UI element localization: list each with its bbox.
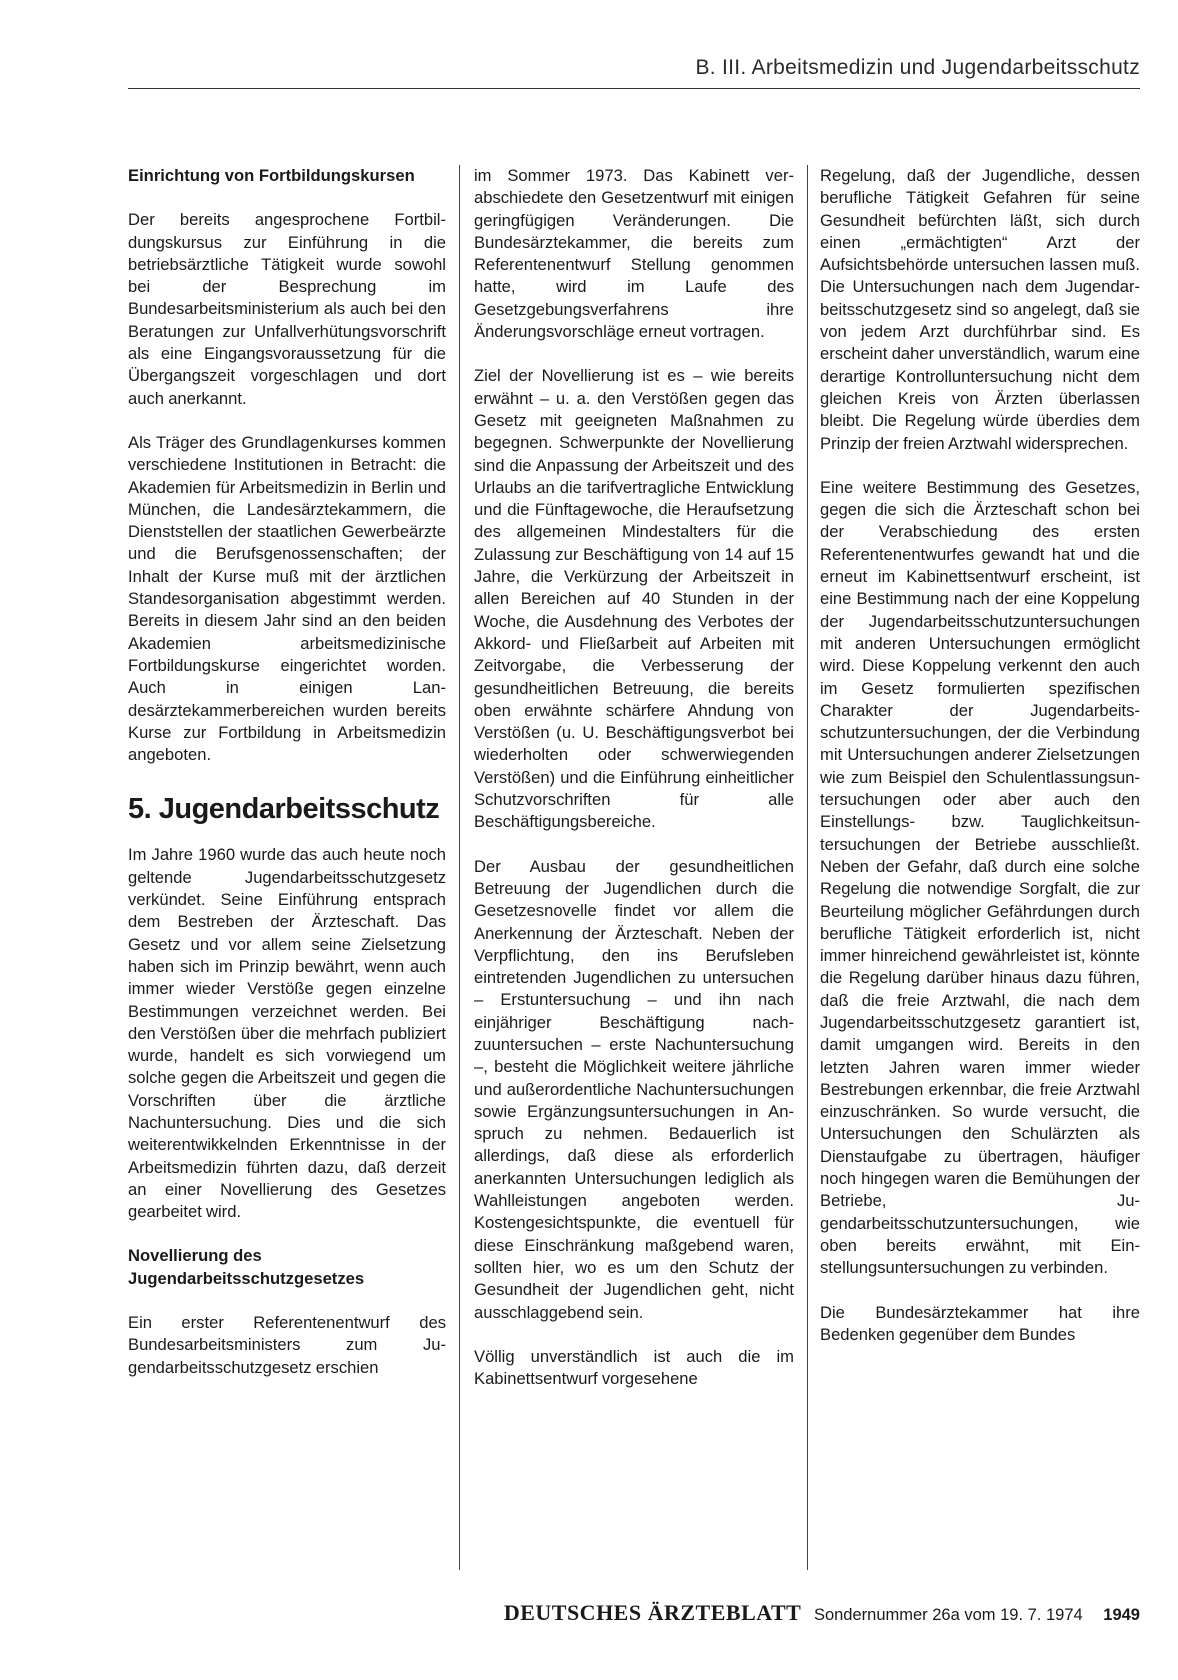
issue-info: Sondernummer 26a vom 19. 7. 1974	[813, 1606, 1083, 1624]
paragraph: Als Träger des Grundlagenkurses kommen verschiedene Institutionen in Betracht: die Akademien für Arbeitsmedizin in Berlin und München, die Landesärztekammern, die Dienststellen der staatlichen Gewerbeärzte und die Berufsgenossenschaften; der Inhalt der Kurse muß mit der ärztlichen Standesorganisation abgestimmt werden. Bereits in diesem Jahr sind an den beiden Akademien arbeitsmedizinische Fortbildungskurse eingerichtet worden. Auch in einigen Landesärztekammerbereichen wurden bereits Kurse zur Fortbildung in Arbeitsmedizin angeboten.	[128, 432, 446, 765]
paragraph: Eine weitere Bestimmung des Gesetzes, gegen die sich die Ärzteschaft schon bei der Verabschiedung des ersten Referentenentwurfes gewandt hat und die erneut im Kabinettsentwurf erscheint, ist eine Bestimmung nach der eine Koppelung der Jugendarbeitsschutzuntersuchungen mit anderen Untersuchungen ermöglicht wird. Diese Koppelung verkennt den auch im Gesetz formulierten spezifischen Charakter der Jugendarbeitsschutzuntersuchungen, der die Verbindung mit Untersuchungen anderer Zielsetzungen wie zum Beispiel den Schulentlassungsuntersuchungen oder aber auch den Einstellungs- bzw. Tauglichkeitsuntersuchungen der Betriebe ausschließt. Neben der Gefahr, daß durch eine solche Regelung die notwendige Sorgfalt, die zur Beurteilung möglicher Gefährdungen durch berufliche Tätigkeit erforderlich ist, nicht immer hinreichend gewährleistet ist, könnte die Regelung darüber hinaus dazu führen, daß die freie Arztwahl, die nach dem Jugendarbeitsschutzgesetz garantiert ist, damit umgangen wird. Bereits in den letzten Jahren waren immer wieder Bestrebungen erkennbar, die freie Arztwahl einzuschränken. So wurde versucht, die Untersuchungen den Schulärzten als Dienstaufgabe zu übertragen, häufiger noch hingegen waren die Bemühungen der Betriebe, Jugendarbeitsschutzuntersuchungen, wie oben bereits erwähnt, mit Einstellungsuntersuchungen zu verbinden.	[820, 477, 1140, 1278]
paragraph: Der Ausbau der gesundheitlichen Betreuung der Jugendlichen durch die Gesetzesnovelle findet vor allem die Anerkennung der Ärzteschaft. Neben der Verpflichtung, den ins Berufsleben eintretenden Jugendlichen zu untersuchen – Erstuntersuchung – und ihn nach einjähriger Beschäftigung nachzuuntersuchen – erste Nachuntersuchung –, besteht die Möglichkeit weitere jährliche und außerordentliche Nachuntersuchungen sowie Ergänzungsuntersuchungen in Anspruch zu nehmen. Bedauerlich ist allerdings, daß diese als erforderlich anerkannten Untersuchungen lediglich als Wahlleistungen angeboten werden. Kostengesichtspunkte, die eventuell für diese Einschränkung maßgebend waren, sollten hier, wo es um den Schutz der Gesundheit der Jugendlichen geht, nicht ausschlaggebend sein.	[474, 856, 794, 1322]
column-1	[128, 165, 446, 1379]
paragraph: Ziel der Novellierung ist es – wie bereits erwähnt – u. a. den Verstößen gegen das Gesetz mit geeigneten Maßnahmen zu begegnen. Schwerpunkte der Novellierung sind die Anpassung der Arbeitszeit und des Urlaubs an die tarifvertragliche Entwicklung und die Fünftagewoche, die Heraufsetzung des allgemeinen Mindestalters für die Zulassung zur Beschäftigung von 14 auf 15 Jahre, die Verkürzung der Arbeitszeit in allen Bereichen auf 40 Stunden in der Woche, die Ausdehnung des Verbotes der Akkord- und Fließarbeit auf Arbeiten mit Zeitvorgabe, die Verbesserung der gesundheitlichen Betreuung, die bereits oben erwähnte schärfere Ahndung von Verstößen (u. U. Beschäftigungsverbot bei wiederholten oder schwerwiegenden Verstößen) und die Einführung einheitlicher Schutzvorschriften für alle Beschäftigungsbereiche.	[474, 366, 794, 832]
column-rule-1	[459, 165, 460, 1570]
paragraph: Ein erster Referentenentwurf des Bundesarbeitsministers zum Jugendarbeitsschutzgesetz erschien	[128, 1313, 446, 1377]
subheading-fortbildungskurse: Einrichtung von Fortbildungskursen	[128, 166, 415, 185]
paragraph: im Sommer 1973. Das Kabinett verabschiedete den Gesetzentwurf mit einigen geringfügigen Veränderungen. Die Bundesärztekammer, die bereits zum Referentenentwurf Stellung genommen hatte, wird im Laufe des Gesetzgebungsverfahrens ihre Änderungsvorschläge erneut vortragen.	[474, 166, 794, 342]
section-title: 5. Jugendarbeitsschutz	[128, 793, 440, 826]
subheading-novellierung: Novellierung des Jugendarbeitsschutzgesetzes	[128, 1246, 365, 1288]
column-2	[474, 165, 794, 1390]
paragraph: Regelung, daß der Jugendliche, dessen berufliche Tätigkeit Gefahren für seine Gesundheit befürchten läßt, sich durch einen „ermächtigten“ Arzt der Aufsichtsbehörde untersuchen lassen muß. Die Untersuchungen nach dem Jugendarbeitsschutzgesetz sind so angelegt, daß sie von jedem Arzt durchführbar sind. Es erscheint daher unverständlich, warum eine derartige Kontrolluntersuchung nicht dem gleichen Kreis von Ärzten überlassen bleibt. Die Regelung würde überdies dem Prinzip der freien Arztwahl widersprechen.	[820, 166, 1140, 453]
paragraph: Die Bundesärztekammer hat ihre Bedenken gegenüber dem Bundes	[820, 1302, 1140, 1344]
page-footer	[0, 1600, 1140, 1626]
page-number: 1949	[1103, 1606, 1140, 1624]
paragraph: Der bereits angesprochene Fortbildungskursus zur Einführung in die betriebsärztliche Tätigkeit wurde sowohl bei der Besprechung im Bundesarbeitsministerium als auch bei den Beratungen zur Unfallverhütungsvorschrift als eine Eingangsvoraussetzung für die Übergangszeit vorgeschlagen und dort auch anerkannt.	[128, 210, 446, 408]
paragraph: Völlig unverständlich ist auch die im Kabinettsentwurf vorgesehene	[474, 1346, 794, 1389]
column-rule-2	[807, 165, 808, 1570]
column-3	[820, 165, 1140, 1346]
header-rule	[128, 88, 1140, 89]
paragraph: Im Jahre 1960 wurde das auch heute noch geltende Jugendarbeitsschutzgesetz verkündet. Seine Einführung entsprach dem Bestreben der Ärzteschaft. Das Gesetz und vor allem seine Zielsetzung haben sich im Prinzip bewährt, wenn auch immer wieder Verstöße gegen einzelne Bestimmungen verzeichnet werden. Bei den Verstößen über die mehrfach publiziert wurde, handelt es sich vorwiegend um solche gegen die Arbeitszeit und gegen die Vorschriften über die ärztliche Nachuntersuchung. Dies und die sich weiterentwikkelnden Erkenntnisse in der Arbeitsmedizin führten dazu, daß derzeit an einer Novellierung des Gesetzes gearbeitet wird.	[128, 845, 446, 1222]
journal-name: DEUTSCHES ÄRZTEBLATT	[503, 1600, 802, 1625]
running-head: B. III. Arbeitsmedizin und Jugendarbeitsschutz	[695, 56, 1140, 79]
